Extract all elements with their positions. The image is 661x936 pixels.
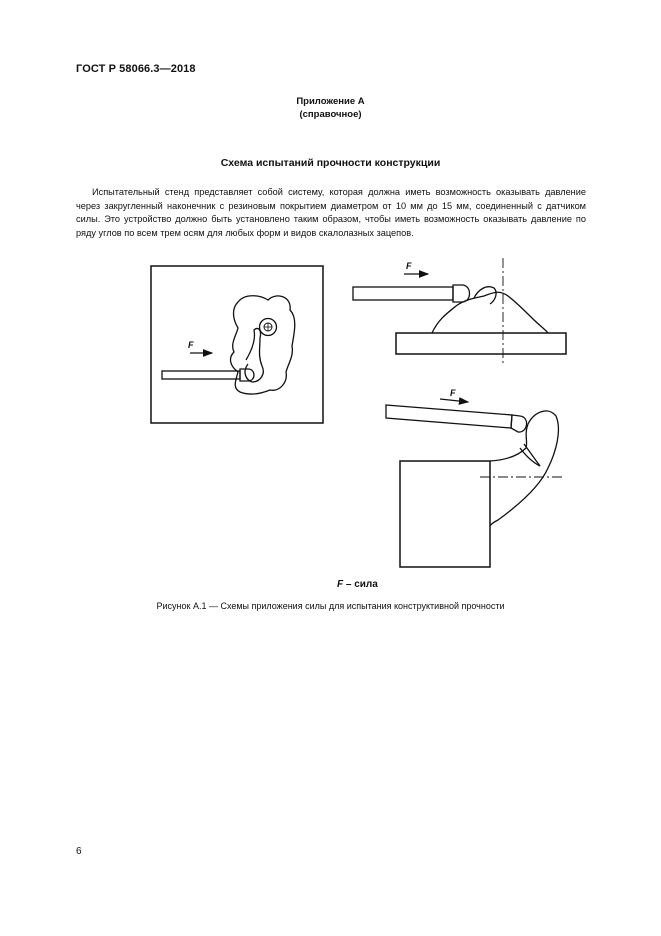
curved-hold [490,411,558,526]
force-arrow [440,399,468,402]
legend-text: – сила [343,579,378,590]
figure-caption: Рисунок А.1 — Схемы приложения силы для испытания конструктивной прочности [156,601,505,611]
force-label: F [406,261,412,271]
rod-with-tip [386,405,512,428]
block-view-diagram [386,399,565,567]
page-number: 6 [76,846,82,857]
body-paragraph: Испытательный стенд представляет собой систему, которая должна иметь возможность оказывать давление через закругленный наконечник с резиновым покрытием диаметром от 10 мм до 15 мм, соединенный с датчиком силы. Это устройство должно быть установлено таким образом, чтобы иметь возможность оказывать давление по ряду углов по всем трем осям для любых форм и видов скалолазных зацепов. [76,187,586,238]
base-plate [396,333,566,354]
top-view-diagram [151,266,323,423]
section-title: Схема испытаний прочности конструкции [220,157,441,169]
legend-symbol: F [337,579,344,590]
force-label: F [450,388,456,398]
rod-rubber-tip [511,415,527,432]
figure-legend [337,579,378,590]
support-block [400,461,490,567]
curved-hold-inner [520,444,540,466]
appendix-title: Приложение А [296,96,365,107]
test-rod [353,287,453,300]
document-header: ГОСТ Р 58066.3—2018 [76,63,196,75]
top-view-frame [151,266,323,423]
rod-rubber-tip [453,285,470,302]
force-label: F [188,340,194,350]
hold-profile [432,292,548,333]
appendix-status: (справочное) [299,109,362,120]
test-rod [162,371,240,379]
side-view-diagram [353,258,566,363]
